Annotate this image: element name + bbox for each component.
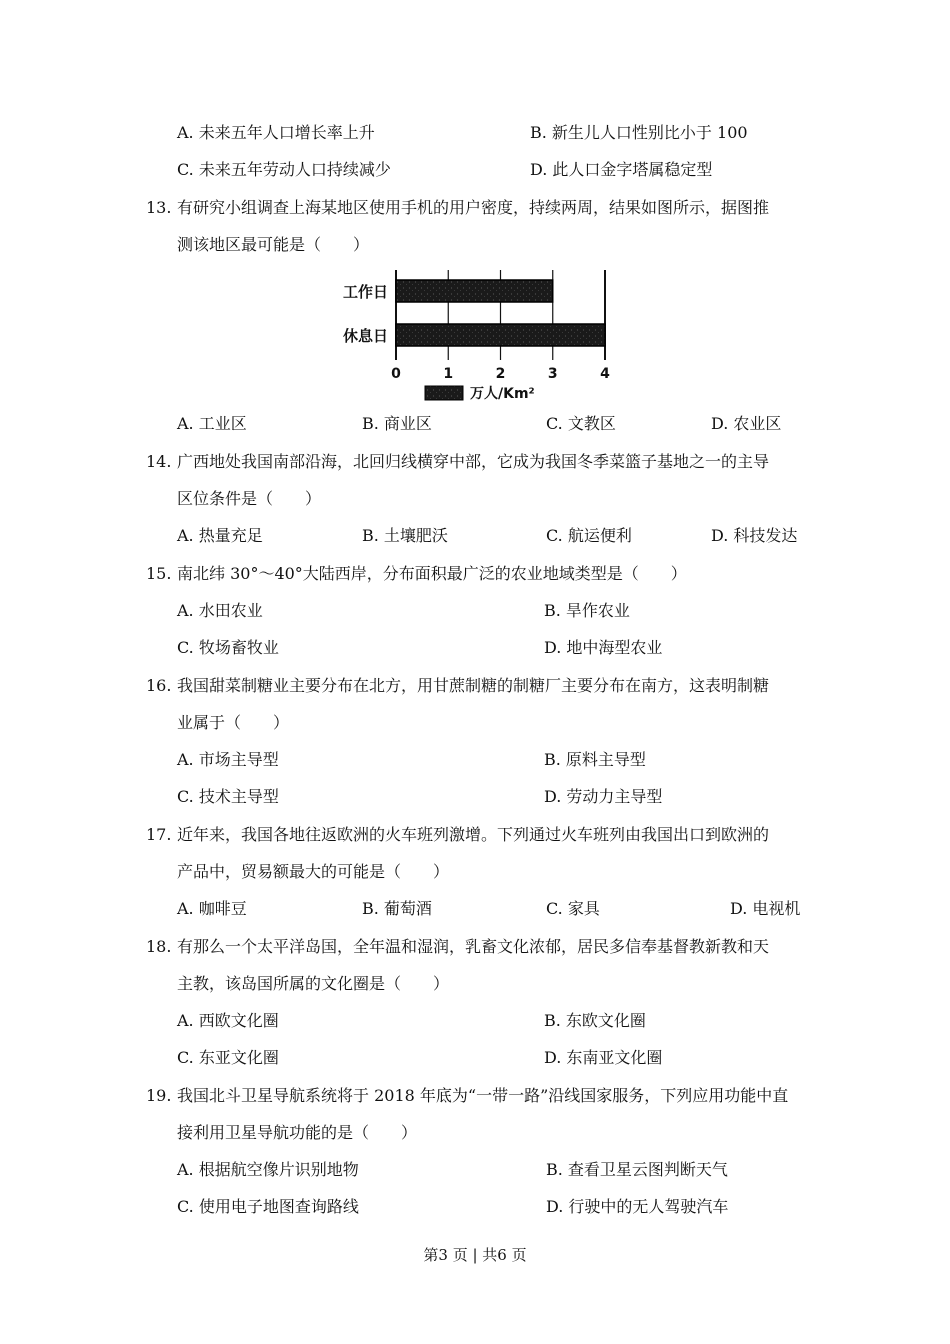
q18-option-b: B. 东欧文化圈 — [544, 1011, 646, 1030]
q18-number: 18. — [146, 937, 172, 956]
q13-number: 13. — [146, 198, 172, 217]
q15-number: 15. — [146, 564, 172, 583]
tick-label: 3 — [547, 366, 558, 382]
page-footer: 第3 页 | 共6 页 — [423, 1246, 527, 1264]
q12-option-c: C. 未来五年劳动人口持续减少 — [177, 160, 391, 179]
phone-density-chart — [330, 262, 630, 412]
q18-option-d: D. 东南亚文化圈 — [544, 1048, 663, 1067]
q19-option-c: C. 使用电子地图查询路线 — [177, 1197, 359, 1216]
legend-swatch — [425, 386, 463, 400]
q14-stem-line1: 广西地处我国南部沿海，北回归线横穿中部，它成为我国冬季菜篮子基地之一的主导 — [177, 452, 770, 471]
q16-number: 16. — [146, 676, 172, 695]
q13-option-b: B. 商业区 — [362, 414, 432, 433]
q19-option-d: D. 行驶中的无人驾驶汽车 — [546, 1197, 729, 1216]
bar-restday — [396, 324, 605, 346]
q15-option-a: A. 水田农业 — [177, 601, 263, 620]
q17-stem-line2: 产品中，贸易额最大的可能是（ ） — [177, 862, 450, 881]
bar-workday — [396, 280, 553, 302]
q17-option-a: A. 咖啡豆 — [177, 899, 247, 918]
q17-number: 17. — [146, 825, 172, 844]
q19-stem-line1: 我国北斗卫星导航系统将于 2018 年底为“一带一路”沿线国家服务，下列应用功能中直 — [177, 1086, 789, 1105]
q15-option-d: D. 地中海型农业 — [544, 638, 663, 657]
q18-option-a: A. 西欧文化圈 — [177, 1011, 279, 1030]
q15-option-c: C. 牧场畜牧业 — [177, 638, 279, 657]
q19-option-b: B. 查看卫星云图判断天气 — [546, 1160, 728, 1179]
tick-label: 1 — [443, 366, 454, 382]
q19-number: 19. — [146, 1086, 172, 1105]
q17-stem-line1: 近年来，我国各地往返欧洲的火车班列激增。下列通过火车班列由我国出口到欧洲的 — [177, 825, 770, 844]
legend-label: 万人/Km² — [470, 386, 535, 402]
category-label: 休息日 — [342, 327, 388, 345]
q15-option-b: B. 旱作农业 — [544, 601, 630, 620]
q14-number: 14. — [146, 452, 172, 471]
q12-option-d: D. 此人口金字塔属稳定型 — [530, 160, 713, 179]
q16-stem-line2: 业属于（ ） — [177, 713, 290, 732]
q15-stem-line1: 南北纬 30°～40°大陆西岸，分布面积最广泛的农业地域类型是（ ） — [177, 564, 687, 583]
q16-option-b: B. 原料主导型 — [544, 750, 646, 769]
q17-option-b: B. 葡萄酒 — [362, 899, 432, 918]
q13-stem-line1: 有研究小组调查上海某地区使用手机的用户密度，持续两周，结果如图所示，据图推 — [177, 198, 770, 217]
q17-option-c: C. 家具 — [546, 899, 600, 918]
category-label: 工作日 — [342, 283, 388, 301]
q13-option-d: D. 农业区 — [711, 414, 782, 433]
q13-option-c: C. 文教区 — [546, 414, 616, 433]
q18-option-c: C. 东亚文化圈 — [177, 1048, 279, 1067]
q12-option-a: A. 未来五年人口增长率上升 — [177, 123, 375, 142]
q19-option-a: A. 根据航空像片识别地物 — [177, 1160, 359, 1179]
q12-option-b: B. 新生儿人口性别比小于 100 — [530, 123, 748, 142]
q14-option-b: B. 土壤肥沃 — [362, 526, 448, 545]
tick-label: 2 — [495, 366, 506, 382]
q16-option-a: A. 市场主导型 — [177, 750, 279, 769]
q13-option-a: A. 工业区 — [177, 414, 247, 433]
q16-option-d: D. 劳动力主导型 — [544, 787, 663, 806]
tick-label: 4 — [600, 366, 610, 382]
q17-option-d: D. 电视机 — [730, 899, 801, 918]
q14-stem-line2: 区位条件是（ ） — [177, 489, 322, 508]
q18-stem-line2: 主教，该岛国所属的文化圈是（ ） — [177, 974, 450, 993]
q14-option-d: D. 科技发达 — [711, 526, 798, 545]
q18-stem-line1: 有那么一个太平洋岛国，全年温和湿润，乳畜文化浓郁，居民多信奉基督教新教和天 — [177, 937, 770, 956]
q14-option-a: A. 热量充足 — [177, 526, 263, 545]
q14-option-c: C. 航运便利 — [546, 526, 632, 545]
q16-option-c: C. 技术主导型 — [177, 787, 279, 806]
tick-label: 0 — [391, 366, 401, 382]
q13-stem-line2: 测该地区最可能是（ ） — [177, 235, 370, 254]
q16-stem-line1: 我国甜菜制糖业主要分布在北方，用甘蔗制糖的制糖厂主要分布在南方，这表明制糖 — [177, 676, 770, 695]
q19-stem-line2: 接利用卫星导航功能的是（ ） — [177, 1123, 418, 1142]
